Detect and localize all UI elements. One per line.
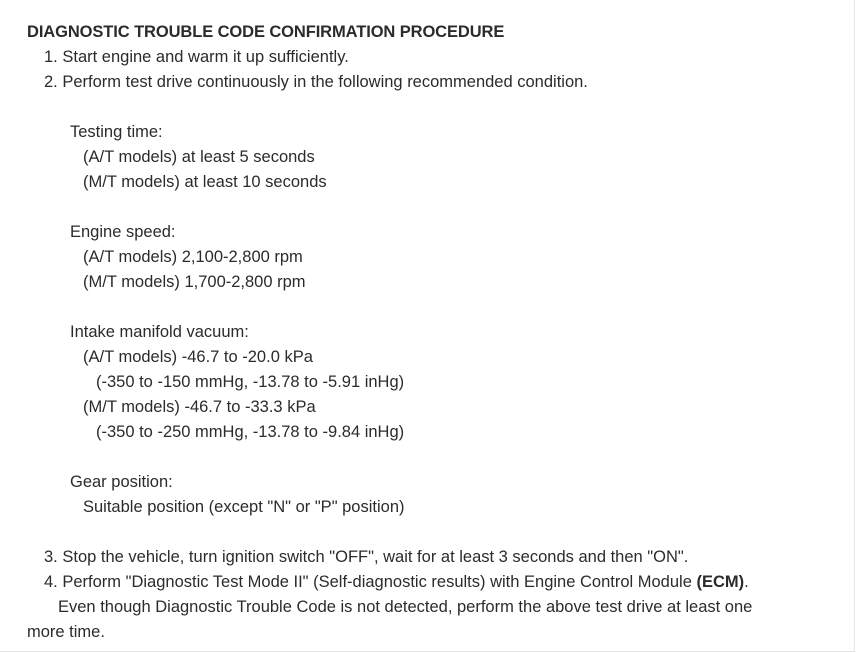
engine-speed-mt: (M/T models) 1,700-2,800 rpm — [83, 273, 306, 291]
intake-vacuum-label: Intake manifold vacuum: — [70, 323, 249, 341]
step-2 — [44, 70, 588, 95]
step-number: 3. — [44, 548, 58, 566]
testing-time-mt: (M/T models) at least 10 seconds — [83, 173, 327, 191]
step-number: 1. — [44, 48, 58, 66]
step-text: Start engine and warm it up sufficiently. — [62, 48, 349, 66]
step-text-end: . — [744, 573, 749, 591]
step-text: Perform test drive continuously in the following recommended condition. — [62, 73, 588, 91]
intake-vacuum-at: (A/T models) -46.7 to -20.0 kPa — [83, 348, 313, 366]
engine-speed-at: (A/T models) 2,100-2,800 rpm — [83, 248, 303, 266]
step-number: 2. — [44, 73, 58, 91]
intake-vacuum-mt: (M/T models) -46.7 to -33.3 kPa — [83, 398, 316, 416]
step-4 — [44, 570, 749, 595]
ecm-abbreviation: (ECM) — [696, 573, 745, 591]
engine-speed-label: Engine speed: — [70, 223, 176, 241]
testing-time-label: Testing time: — [70, 123, 163, 141]
step-1 — [44, 45, 349, 70]
step-text: Stop the vehicle, turn ignition switch "OFF", wait for at least 3 seconds and then "ON". — [62, 548, 689, 566]
step-3 — [44, 545, 688, 570]
step-number: 4. — [44, 573, 58, 591]
intake-vacuum-at-alt: (-350 to -150 mmHg, -13.78 to -5.91 inHg) — [96, 373, 405, 391]
procedure-title: DIAGNOSTIC TROUBLE CODE CONFIRMATION PROCEDURE — [27, 23, 505, 41]
gear-position-label: Gear position: — [70, 473, 173, 491]
intake-vacuum-mt-alt: (-350 to -250 mmHg, -13.78 to -9.84 inHg) — [96, 423, 405, 441]
note-line-2: more time. — [27, 623, 105, 641]
note-line-1: Even though Diagnostic Trouble Code is not detected, perform the above test drive at least one — [58, 598, 753, 616]
testing-time-at: (A/T models) at least 5 seconds — [83, 148, 315, 166]
step-text: Perform "Diagnostic Test Mode II" (Self-diagnostic results) with Engine Control Module — [62, 573, 697, 591]
gear-position-value: Suitable position (except "N" or "P" position) — [83, 498, 405, 516]
